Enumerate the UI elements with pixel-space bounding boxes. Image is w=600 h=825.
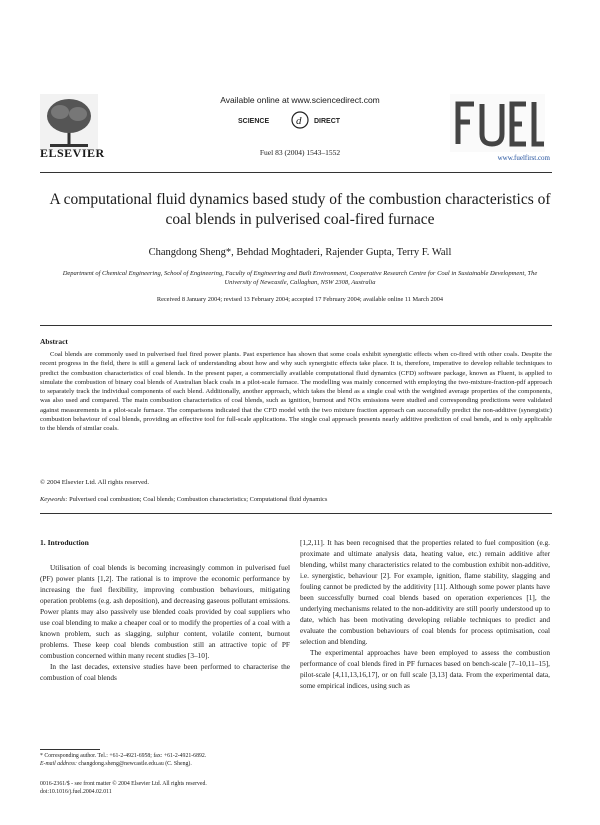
article-doi[interactable]: doi:10.1016/j.fuel.2004.02.011 bbox=[40, 789, 112, 795]
intro-paragraph-3: [1,2,11]. It has been recognised that the properties related to fuel composition (e.g. proximate and ultimate analysis data, heating value, etc.) remain additive after blending, whilst many characteristics related to the combustion exhibit non-additive, i.e. synergistic, behaviour [2]. For example, ignition, flame stability, slagging and fouling cannot be predicted by the additivity [11]. Although some power plants have been successfully burned coal blends based on operation experiences [1], the underlying mechanisms related to the non-additivity are still poorly understood up to date, which has been motivating developing reliable techniques to predict and evaluate the combustion behaviours of coal blends for process optimisation, coal selection and blending. bbox=[300, 538, 550, 646]
abstract-top-divider bbox=[40, 325, 552, 326]
publisher-name: ELSEVIER bbox=[40, 146, 105, 160]
journal-citation: Fuel 83 (2004) 1543–1552 bbox=[259, 148, 341, 157]
article-authors: Changdong Sheng*, Behdad Moghtaderi, Rajender Gupta, Terry F. Wall bbox=[148, 247, 452, 258]
footnote-divider bbox=[40, 749, 100, 750]
keywords bbox=[40, 496, 327, 503]
header-divider bbox=[40, 172, 552, 173]
front-matter-copyright: 0016-2361/$ - see front matter © 2004 Elsevier Ltd. All rights reserved. bbox=[40, 781, 207, 787]
footnote-corresponding-author: * Corresponding author. Tel.: +61-2-4921-6958; fax: +61-2-4921-6892. bbox=[40, 753, 207, 759]
footnote bbox=[40, 752, 290, 768]
right-column bbox=[300, 537, 550, 691]
available-online-text[interactable]: Available online at www.sciencedirect.com bbox=[220, 95, 380, 105]
abstract-copyright: © 2004 Elsevier Ltd. All rights reserved. bbox=[40, 479, 150, 486]
footnote-email[interactable]: changdong.sheng@newcastle.edu.au (C. Sheng). bbox=[76, 761, 192, 767]
article-title: A computational fluid dynamics based study of the combustion characteristics of coal blends in pulverised coal-fired furnace bbox=[49, 191, 551, 228]
svg-text:DIRECT: DIRECT bbox=[314, 118, 341, 125]
received-dates: Received 8 January 2004; revised 13 February 2004; accepted 17 February 2004; available online 11 March 2004 bbox=[156, 296, 444, 303]
keywords-label: Keywords: bbox=[40, 496, 68, 503]
intro-paragraph-1: Utilisation of coal blends is becoming increasingly common in pulverised fuel (PF) power plants [1,2]. The rational is to improve the economic performance by increasing the fuel flexibility, improving combustion behaviours, mitigating operation problems (e.g. ash deposition), and decreasing gaseous pollutant emissions. Power plants may also passively use blended coals provided by coal suppliers who use coal blending to make a cheaper coal or to modify the properties of a coal with a known problem, such as slagging, sulphur content, volatile content, burnout problems. These keep coal blends combustion still an attractive topic of PF combustion concerned within many recent studies [3–10]. bbox=[40, 563, 290, 660]
elsevier-tree-logo-icon bbox=[40, 94, 98, 152]
sciencedirect-logo-icon bbox=[230, 110, 370, 130]
fuel-journal-logo-icon bbox=[450, 94, 545, 152]
intro-paragraph-2: In the last decades, extensive studies have been performed to characterise the combustion of coal blends bbox=[40, 662, 290, 682]
footnote-email-label: E-mail address: bbox=[40, 761, 77, 767]
section-heading-introduction: 1. Introduction bbox=[40, 538, 89, 547]
abstract-body: Coal blends are commonly used in pulverised fuel fired power plants. Past experience has shown that some coals exhibit synergistic effects when co-fired with other coals. Despite the recent progress in the field, there is still a general lack of understanding about how and why such synergistic effects take place. It is, therefore, imperative to develop reliable techniques to predict the combustion characteristics of coal blends. In the present paper, a commercially available computational fluid dynamics (CFD) software package, known as Fluent, is applied to simulate the combustion of binary coal blends of Australian black coals in a pilot-scale furnace. The modelling was mainly concerned with employing the two-mixture-fraction-pdf approach to separately track the individual components of each blend. Additionally, another approach, which takes the blend as a single coal with the weighted average properties of the components, was also used and compared. The main combustion characteristics of coal blends, such as ignition, burnout and NOx emissions were studied and corresponding predictions were validated against measurements in a pilot-scale furnace. The comparisons indicated that the CFD model with the two mixture fraction approach can successfully predict the non-additive (synergistic) combustion behaviour of coal blends, providing an effective tool for full-scale applications. The single coal approach presents nearly additive prediction of coal bends, and is only applicable to the blends of similar coals. bbox=[40, 351, 552, 433]
abstract-heading: Abstract bbox=[40, 337, 68, 346]
author-affiliation: Department of Chemical Engineering, School of Engineering, Faculty of Engineering and Built Environment, Cooperative Research Centre for Coal in Sustainable Development, The University of Newcastle, Callaghan, NSW 2308, Australia bbox=[62, 270, 538, 286]
svg-text:d: d bbox=[296, 115, 302, 127]
left-column bbox=[40, 562, 290, 683]
journal-url-link[interactable]: www.fuelfirst.com bbox=[497, 154, 550, 162]
front-matter bbox=[40, 780, 290, 796]
abstract-bottom-divider bbox=[40, 513, 552, 514]
keywords-list: Pulverised coal combustion; Coal blends; Combustion characteristics; Computational fluid dynamics bbox=[67, 496, 328, 503]
svg-text:SCIENCE: SCIENCE bbox=[238, 118, 270, 125]
intro-paragraph-4: The experimental approaches have been employed to assess the combustion performance of coal blends fired in PF furnaces based on bench-scale [7–10,11–15], pilot-scale [4,11,13,16,17], or on full scale [3,13] data. From the experimental data, some empirical indices, using such as bbox=[300, 648, 550, 690]
